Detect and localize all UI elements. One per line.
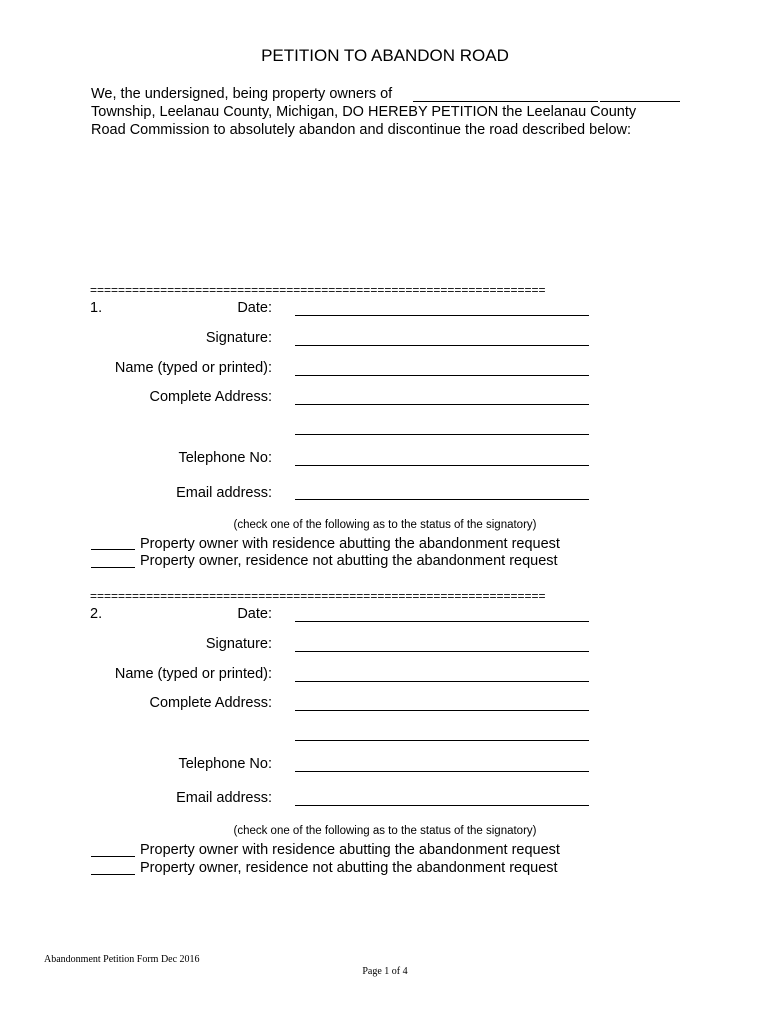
footer-form-name: Abandonment Petition Form Dec 2016 bbox=[44, 954, 200, 965]
status-check-blank[interactable] bbox=[91, 567, 135, 568]
township-blank-2[interactable] bbox=[600, 101, 680, 102]
status-option: Property owner, residence not abutting the abandonment request bbox=[140, 553, 558, 569]
address-label: Complete Address: bbox=[149, 695, 272, 711]
name-label: Name (typed or printed): bbox=[114, 360, 272, 376]
status-option: Property owner with residence abutting the abandonment request bbox=[140, 842, 560, 858]
address-label: Complete Address: bbox=[149, 389, 272, 405]
address-field-line-1[interactable] bbox=[295, 710, 589, 711]
date-field[interactable] bbox=[295, 315, 589, 316]
address-field-line-2[interactable] bbox=[295, 740, 589, 741]
date-label: Date: bbox=[237, 606, 272, 622]
telephone-field[interactable] bbox=[295, 771, 589, 772]
status-check-blank[interactable] bbox=[91, 874, 135, 875]
page-number: Page 1 of 4 bbox=[362, 966, 408, 977]
email-field[interactable] bbox=[295, 499, 589, 500]
telephone-label: Telephone No: bbox=[178, 756, 272, 772]
name-field[interactable] bbox=[295, 681, 589, 682]
intro-line-2: Township, Leelanau County, Michigan, DO HEREBY PETITION the Leelanau County bbox=[91, 104, 637, 120]
section-separator: ================================================================= bbox=[90, 283, 546, 297]
township-blank-1[interactable] bbox=[413, 101, 598, 102]
name-field[interactable] bbox=[295, 375, 589, 376]
status-check-blank[interactable] bbox=[91, 549, 135, 550]
status-note: (check one of the following as to the status of the signatory) bbox=[233, 519, 537, 531]
status-option: Property owner with residence abutting the abandonment request bbox=[140, 536, 560, 552]
date-field[interactable] bbox=[295, 621, 589, 622]
email-label: Email address: bbox=[176, 790, 272, 806]
status-check-blank[interactable] bbox=[91, 856, 135, 857]
email-field[interactable] bbox=[295, 805, 589, 806]
telephone-field[interactable] bbox=[295, 465, 589, 466]
status-note: (check one of the following as to the status of the signatory) bbox=[233, 825, 537, 837]
signature-label: Signature: bbox=[205, 636, 272, 652]
signature-label: Signature: bbox=[205, 330, 272, 346]
intro-line-3: Road Commission to absolutely abandon and discontinue the road described below: bbox=[91, 122, 632, 138]
name-label: Name (typed or printed): bbox=[114, 666, 272, 682]
section-separator: ================================================================= bbox=[90, 589, 546, 603]
telephone-label: Telephone No: bbox=[178, 450, 272, 466]
address-field-line-2[interactable] bbox=[295, 434, 589, 435]
section-number: 1. bbox=[90, 300, 103, 316]
page-title: PETITION TO ABANDON ROAD bbox=[261, 46, 509, 65]
intro-line-1: We, the undersigned, being property owners of bbox=[91, 86, 393, 102]
signature-field[interactable] bbox=[295, 345, 589, 346]
address-field-line-1[interactable] bbox=[295, 404, 589, 405]
section-number: 2. bbox=[90, 606, 103, 622]
signature-field[interactable] bbox=[295, 651, 589, 652]
status-option: Property owner, residence not abutting the abandonment request bbox=[140, 860, 558, 876]
email-label: Email address: bbox=[176, 485, 272, 501]
date-label: Date: bbox=[237, 300, 272, 316]
